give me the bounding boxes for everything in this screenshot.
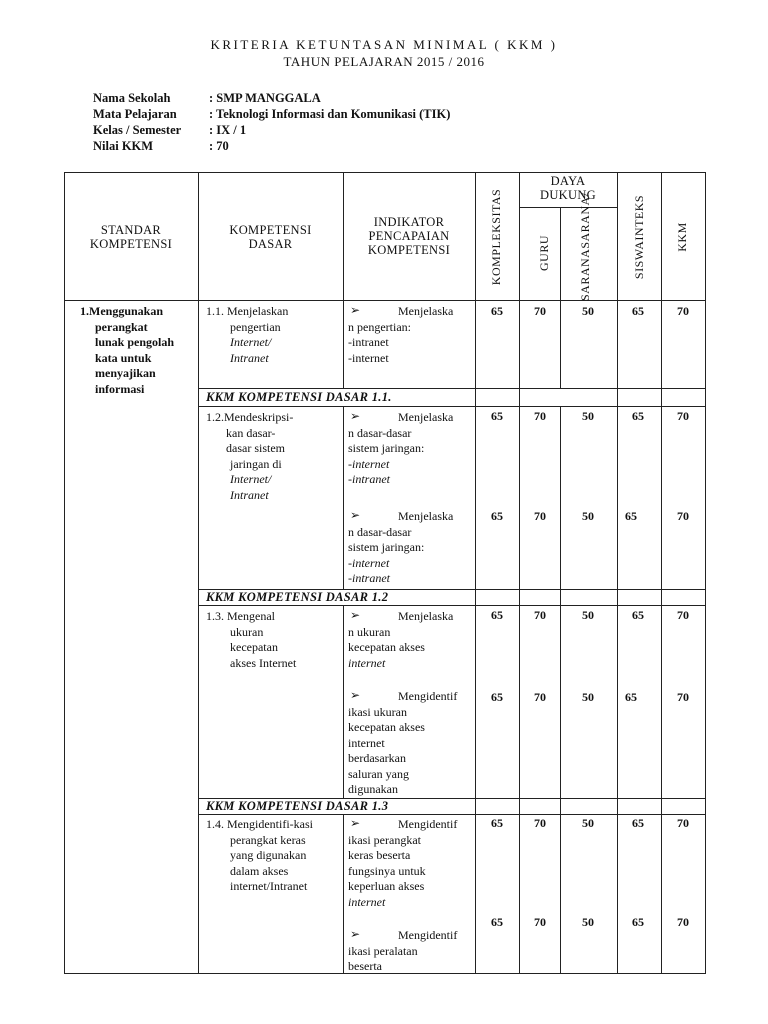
cell-text: ikasi ukuran [348,704,407,719]
cell-text: kecepatan akses [348,720,425,734]
cell-text: n dasar-dasar [348,524,412,539]
table-divider [617,172,618,974]
kkm-row-1-3: KKM KOMPETENSI DASAR 1.3 [206,799,389,813]
document-subtitle: TAHUN PELAJARAN 2015 / 2016 [283,54,485,69]
cell-text: akses Internet [230,655,297,670]
value-kompleksitas: 65 [491,304,503,318]
bullet-arrow-icon: ➢ [350,303,361,317]
table-divider [519,172,520,974]
cell-text: -intranet [348,472,390,486]
kd-cell-1-2 [206,410,341,503]
cell-text: lunak pengolah [95,335,175,349]
header-text: KOMPETENSI [367,243,451,257]
info-row-subject [93,106,450,122]
cell-text: dasar sistem [226,441,285,455]
table-divider [343,605,344,798]
cell-text: Intranet [230,350,269,365]
header-text: DAYA [550,174,586,188]
header-text: DASAR [248,237,293,251]
header-indikator [343,215,475,257]
cell-text: Mengidentif [398,689,458,703]
cell-text: ikasi peralatan [348,943,418,958]
table-border [64,172,65,974]
cell-text: yang digunakan [230,848,307,862]
header-text: KOMPETENSI [89,237,173,251]
value-siswa: 65 [632,608,644,622]
cell-text: n pengertian: [348,319,411,334]
info-value: : SMP MANGGALA [209,91,321,105]
table-divider [198,814,706,815]
cell-text: kecepatan [230,640,278,654]
cell-text: n dasar-dasar [348,425,412,440]
header-text: KOMPETENSI [229,223,312,237]
value-sarana: 50 [582,304,594,318]
value-kkm: 70 [677,915,689,929]
bullet-arrow-icon: ➢ [350,508,361,522]
value-guru: 70 [534,816,546,830]
cell-text: 1.3. Mengenal [206,609,275,623]
cell-text: Intranet [230,487,269,502]
value-sarana: 50 [582,816,594,830]
bullet-arrow-icon: ➢ [350,409,361,423]
value-guru: 70 [534,304,546,318]
kd-cell-1-4 [206,817,344,895]
info-value: : IX / 1 [209,123,247,137]
value-siswa: 65 [632,816,644,830]
kkm-row-1-2: KKM KOMPETENSI DASAR 1.2 [206,590,389,604]
info-value: : Teknologi Informasi dan Komunikasi (TIK) [209,107,451,121]
cell-text: digunakan [348,782,398,796]
header-text: INDIKATOR [373,215,445,229]
header-siswa-inteks: SISWAINTEKS [632,194,646,280]
kd-cell-1-1 [206,304,341,366]
cell-text: 1.2.Mendeskripsi- [206,410,294,424]
indikator-cell-5 [348,689,468,798]
indikator-cell-2 [348,410,468,488]
standar-kompetensi-cell [80,304,196,397]
cell-text: n ukuran [348,624,391,639]
table-divider [64,300,706,301]
cell-text: informasi [95,381,145,396]
kkm-row-1-1: KKM KOMPETENSI DASAR 1.1. [206,390,392,404]
value-guru: 70 [534,608,546,622]
info-label: Kelas / Semester [93,123,182,137]
bullet-arrow-icon: ➢ [350,816,361,830]
value-kkm: 70 [677,690,689,704]
cell-text: internet [348,735,385,750]
value-guru: 70 [534,690,546,704]
value-sarana: 50 [582,690,594,704]
cell-text: sistem jaringan: [348,441,425,455]
value-siswa: 65 [632,304,644,318]
header-guru: GURU [537,235,551,272]
value-sarana: 50 [582,915,594,929]
cell-text: -intranet [348,335,389,349]
cell-text: Mengidentif [398,928,458,942]
info-row-kkm [93,138,450,154]
table-divider [198,406,706,407]
table-divider [343,406,344,589]
cell-text: fungsinya untuk [348,863,426,878]
cell-text: pengertian [230,319,281,334]
indikator-cell-7 [348,928,468,975]
cell-text: 1.Menggunakan [80,304,164,318]
info-row-class [93,122,450,138]
cell-text: Menjelaska [398,509,454,523]
table-border [64,172,706,173]
header-text: DUKUNG [540,188,596,202]
cell-text: internet [348,655,386,670]
info-block [93,90,450,154]
header-standar-kompetensi [64,223,198,251]
table-divider [343,172,344,388]
header-kkm: KKM [675,222,689,252]
indikator-cell-4 [348,609,468,671]
header-sarana: SARANASARANA/ [578,192,592,301]
cell-text: beserta [348,959,382,973]
value-kkm: 70 [677,409,689,423]
value-guru: 70 [534,409,546,423]
bullet-arrow-icon: ➢ [350,927,361,941]
cell-text: dalam akses [230,863,289,878]
header-daya-dukung [519,174,617,202]
cell-text: saluran yang [348,766,409,781]
indikator-cell-6 [348,817,468,910]
value-siswa: 65 [632,915,644,929]
table-divider [560,406,561,974]
table-divider [661,172,662,974]
cell-text: kata untuk [95,350,152,365]
cell-text: jaringan di [230,456,282,471]
header-text: STANDAR [100,223,162,237]
indikator-cell-3 [348,509,468,587]
cell-text: Menjelaska [398,304,454,318]
cell-text: 1.1. Menjelaskan [206,304,289,318]
info-label: Nama Sekolah [93,91,171,105]
cell-text: Internet/ [230,335,272,349]
header-kompetensi-dasar [198,223,343,251]
info-label: Nilai KKM [93,139,154,153]
cell-text: perangkat [95,319,148,334]
value-kompleksitas: 65 [491,816,503,830]
cell-text: -internet [348,350,389,365]
table-divider [475,172,476,974]
value-kompleksitas: 65 [491,915,503,929]
info-value: : 70 [209,139,229,153]
table-divider [198,388,706,389]
cell-text: 1.4. Mengidentifi-kasi [206,817,313,831]
value-guru: 70 [534,915,546,929]
value-kkm: 70 [677,816,689,830]
value-siswa: 65 [632,409,644,423]
cell-text: berdasarkan [348,751,406,765]
cell-text: Mengidentif [398,817,458,831]
cell-text: keras beserta [348,848,411,862]
value-kompleksitas: 65 [491,509,503,523]
value-siswa: 65 [625,509,637,523]
cell-text: kecepatan akses [348,640,425,654]
value-sarana: 50 [582,608,594,622]
cell-text: menyajikan [95,366,156,380]
cell-text: internet [348,894,386,909]
value-kkm: 70 [677,608,689,622]
cell-text: internet/Intranet [230,879,308,893]
indikator-cell-1 [348,304,468,366]
cell-text: keperluan akses [348,879,425,893]
header-text: PENCAPAIAN [368,229,450,243]
cell-text: perangkat keras [230,832,306,847]
value-kkm: 70 [677,509,689,523]
value-sarana: 50 [582,509,594,523]
table-border [705,172,706,974]
value-kompleksitas: 65 [491,608,503,622]
document-title: KRITERIA KETUNTASAN MINIMAL ( KKM ) [210,37,558,52]
table-divider [198,605,706,606]
bullet-arrow-icon: ➢ [350,608,361,622]
table-divider [519,207,617,208]
table-divider [560,207,561,388]
table-divider [198,172,199,974]
info-row-school [93,90,450,106]
value-siswa: 65 [625,690,637,704]
cell-text: Menjelaska [398,410,454,424]
value-guru: 70 [534,509,546,523]
cell-text: -internet [348,456,390,471]
value-sarana: 50 [582,409,594,423]
cell-text: Menjelaska [398,609,454,623]
cell-text: -internet [348,555,390,570]
value-kompleksitas: 65 [491,409,503,423]
value-kompleksitas: 65 [491,690,503,704]
cell-text: kan dasar- [226,425,276,440]
info-label: Mata Pelajaran [93,107,177,121]
cell-text: Internet/ [230,472,272,486]
cell-text: ikasi perangkat [348,832,421,847]
header-kompleksitas: KOMPLEKSITAS [489,188,503,286]
bullet-arrow-icon: ➢ [350,688,361,702]
cell-text: -intranet [348,571,390,585]
kd-cell-1-3 [206,609,341,671]
cell-text: sistem jaringan: [348,540,425,554]
value-kkm: 70 [677,304,689,318]
cell-text: ukuran [230,624,264,639]
